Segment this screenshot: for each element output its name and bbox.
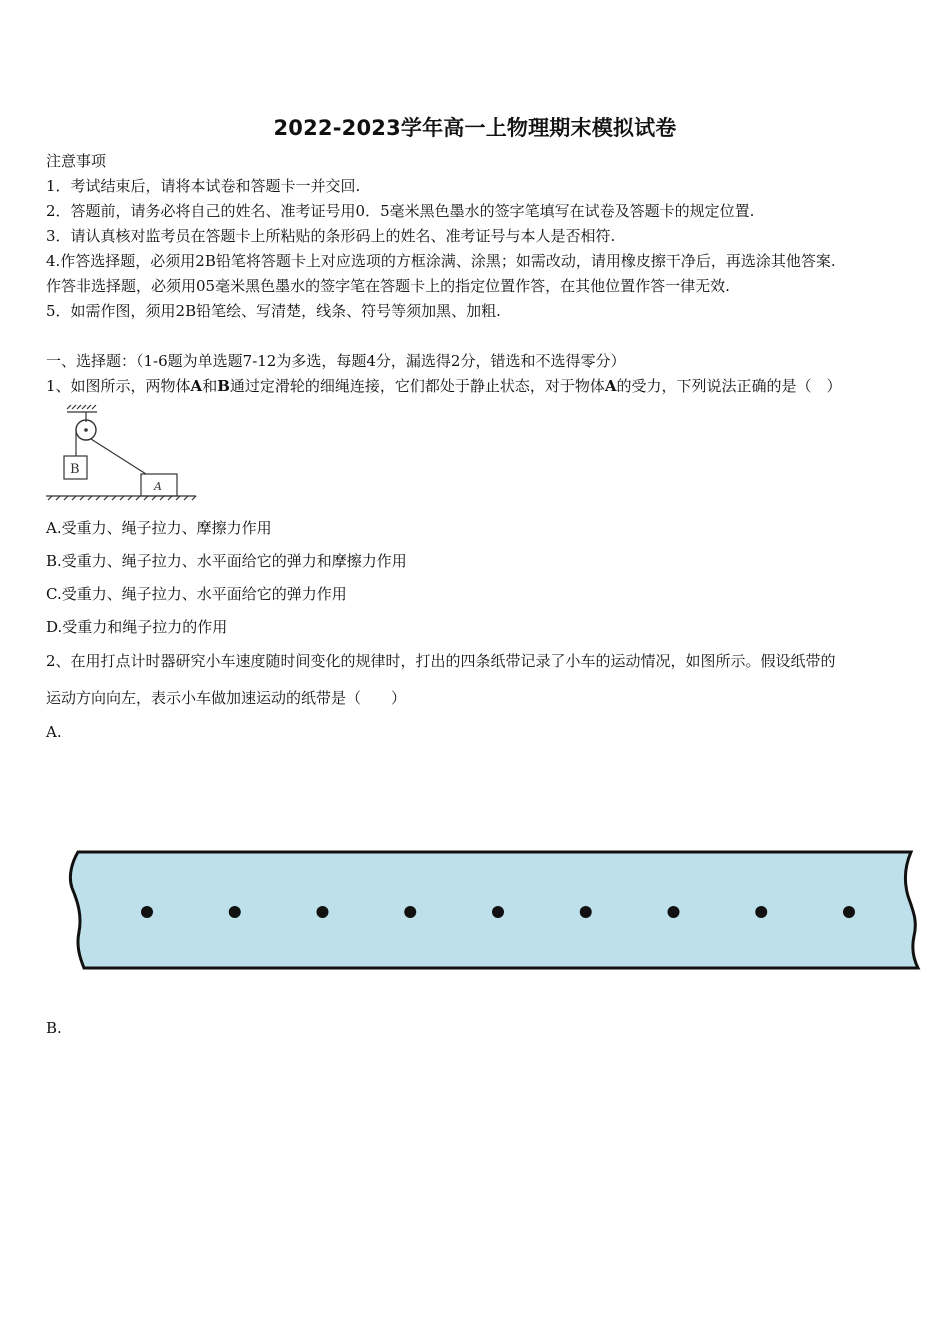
question-2-stem-line-1: 2、在用打点计时器研究小车速度随时间变化的规律时，打出的四条纸带记录了小车的运动情况，如图所示。假设纸带的 [46,652,836,670]
page-title: 2022-2023学年高一上物理期末模拟试卷 [273,116,677,140]
notice-heading: 注意事项 [46,152,107,170]
tape-dot [492,906,504,918]
tape-dot [580,906,592,918]
tape-dot [668,906,680,918]
question-1-option-d[interactable]: D.受重力和绳子拉力的作用 [46,618,228,636]
question-1-stem: 1、如图所示，两物体A和B通过定滑轮的细绳连接，它们都处于静止状态，对于物体A的受力，下列说法正确的是（ ） [46,377,842,395]
block-b-label: B [70,462,80,477]
tape-dot [317,906,329,918]
question-2-stem-line-2: 运动方向向左，表示小车做加速运动的纸带是（ ） [46,689,407,707]
notice-item: 4.作答选择题，必须用2B铅笔将答题卡上对应选项的方框涂满、涂黑；如需改动，请用橡皮擦干净后，再选涂其他答案. [46,252,836,270]
ceiling-hatch [67,405,97,412]
question-1-option-c[interactable]: C.受重力、绳子拉力、水平面给它的弹力作用 [46,585,347,603]
notice-item: 3．请认真核对监考员在答题卡上所粘贴的条形码上的姓名、准考证号与本人是否相符. [46,227,616,245]
question-2-option-a[interactable]: A. [46,723,62,741]
question-1-option-a[interactable]: A.受重力、绳子拉力、摩擦力作用 [46,519,272,537]
pulley-diagram [40,400,210,505]
section-heading: 一、选择题：（1-6题为单选题7-12为多选，每题4分，漏选得2分，错选和不选得零分） [46,352,626,370]
tape-dot [229,906,241,918]
notice-item: 1．考试结束后，请将本试卷和答题卡一并交回. [46,177,361,195]
notice-item: 作答非选择题，必须用05毫米黑色墨水的签字笔在答题卡上的指定位置作答，在其他位置作答一律无效. [46,277,730,295]
notice-item: 5．如需作图，须用2B铅笔绘、写清楚，线条、符号等须加黑、加粗. [46,302,501,320]
tape-dot [843,906,855,918]
ground-hatch [46,496,196,500]
rope-to-a [91,439,146,474]
question-2-option-b[interactable]: B. [46,1019,62,1037]
tape-dot [755,906,767,918]
paper-tape-a [66,846,926,976]
question-1-option-b[interactable]: B.受重力、绳子拉力、水平面给它的弹力和摩擦力作用 [46,552,407,570]
tape-dot [404,906,416,918]
tape-dot [141,906,153,918]
block-a-label: A [154,480,162,493]
notice-item: 2．答题前，请务必将自己的姓名、准考证号用0．5毫米黑色墨水的签字笔填写在试卷及答题卡的规定位置. [46,202,755,220]
